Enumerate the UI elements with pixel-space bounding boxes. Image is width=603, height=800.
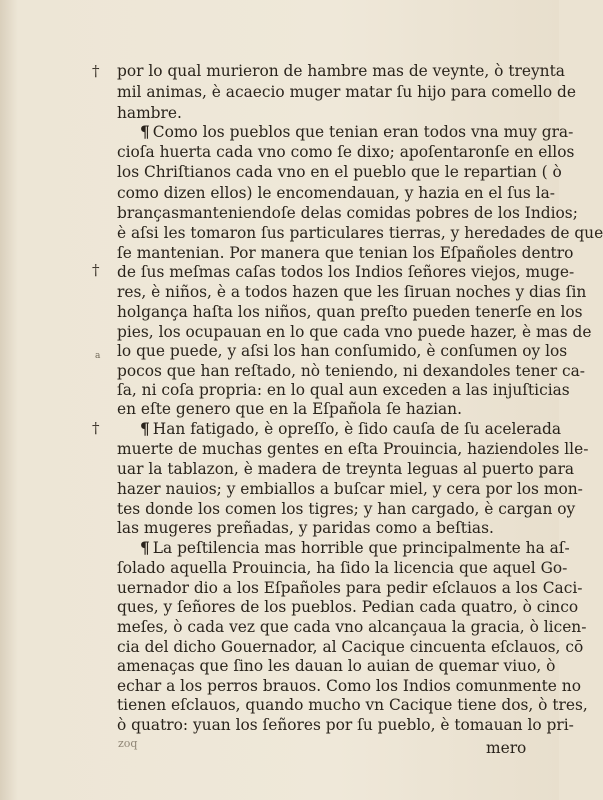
text-line: è aſsi les tomaron ſus particulares tierras, y heredades de que [117,224,603,242]
margin-dagger-1: † [92,62,100,80]
text-line: de ſus meſmas caſas todos los Indios ſeñores viejos, muge- [117,263,575,281]
margin-dagger-3: † [92,419,100,437]
paragraph-start: ¶ Han fatigado, è opreſſo, è ſido cauſa de ſu acelerada [140,420,562,438]
text-line: tes donde los comen los tigres; y han cargado, è cargan oy [117,500,576,518]
text-line: en eſte genero que en la Eſpañola ſe hazian. [117,400,462,418]
text-line: tienen eſclauos, quando mucho vn Cacique tiene dos, ò tres, [117,696,588,714]
text-line: ſe mantenian. Por manera que tenian los Eſpañoles dentro [117,244,574,262]
text-line: lo que puede, y aſsi los han conſumido, è conſumen oy los [117,342,568,360]
text-line: amenaças que ſino les dauan lo auian de quemar viuo, ò [117,657,556,675]
text-line: ques, y ſeñores de los pueblos. Pedian cada quatro, ò cinco [117,598,579,616]
pilcrow-icon: ¶ [140,123,150,141]
text-line: pocos que han reſtado, nò teniendo, ni dexandoles tener ca- [117,362,585,380]
text-line: hazer nauios; y embiallos a buſcar miel, y cera por los mon- [117,480,583,498]
text-line: uernador dio a los Eſpañoles para pedir eſclauos a los Caci- [117,579,583,597]
text-line: muerte de muchas gentes en eſta Prouincia, haziendoles lle- [117,440,589,458]
text-line: uar la tablazon, è madera de treynta leguas al puerto para [117,460,575,478]
text-line: holgança haſta los niños, quan preſto pueden tenerſe en los [117,303,583,321]
text-line: las mugeres preñadas, y paridas como a beſtias. [117,519,494,537]
text-line: por lo qual murieron de hambre mas de veynte, ò treynta [117,62,565,80]
text-line: mil animas, è acaecio muger matar ſu hijo para comello de [117,83,576,101]
text-line: los Chriſtianos cada vno en el pueblo que le repartian ( ò [117,163,562,181]
text-line: hambre. [117,104,182,122]
text-line: brançasmanteniendoſe delas comidas pobres de los Indios; [117,204,578,222]
text-line: echar a los perros brauos. Como los Indios comunmente no [117,677,581,695]
catchword: mero [486,739,527,757]
margin-dagger-2: † [92,261,100,279]
text-line: cia del dicho Gouernador, al Cacique cincuenta eſclauos, cō [117,638,584,656]
text-line: ſa, ni coſa propria: en lo qual aun exceden a las injuſticias [117,381,570,399]
text-line: ſolado aquella Prouincia, ha ſido la licencia que aquel Go- [117,559,568,577]
text-line: ò quatro: yuan los ſeñores por ſu pueblo, è tomauan lo pri- [117,716,574,734]
text-line: pies, los ocupauan en lo que cada vno puede hazer, è mas de [117,323,592,341]
pilcrow-icon: ¶ [140,420,150,438]
text-line: cioſa huerta cada vno como ſe dixo; apoſentaronſe en ellos [117,143,575,161]
pilcrow-icon: ¶ [140,539,150,557]
show-through-text: zoq [118,737,138,750]
paragraph-start: ¶ La peſtilencia mas horrible que principalmente ha aſ- [140,539,570,557]
paragraph-start: ¶ Como los pueblos que tenian eran todos vna muy gra- [140,123,574,141]
text-line: meſes, ò cada vez que cada vno alcançaua la gracia, ò licen- [117,618,587,636]
text-line: como dizen ellos) le encomendauan, y hazia en el ſus la- [117,184,556,202]
text-line: res, è niños, è a todos hazen que les ſiruan noches y dias ſin [117,283,587,301]
margin-note: a [95,351,101,361]
